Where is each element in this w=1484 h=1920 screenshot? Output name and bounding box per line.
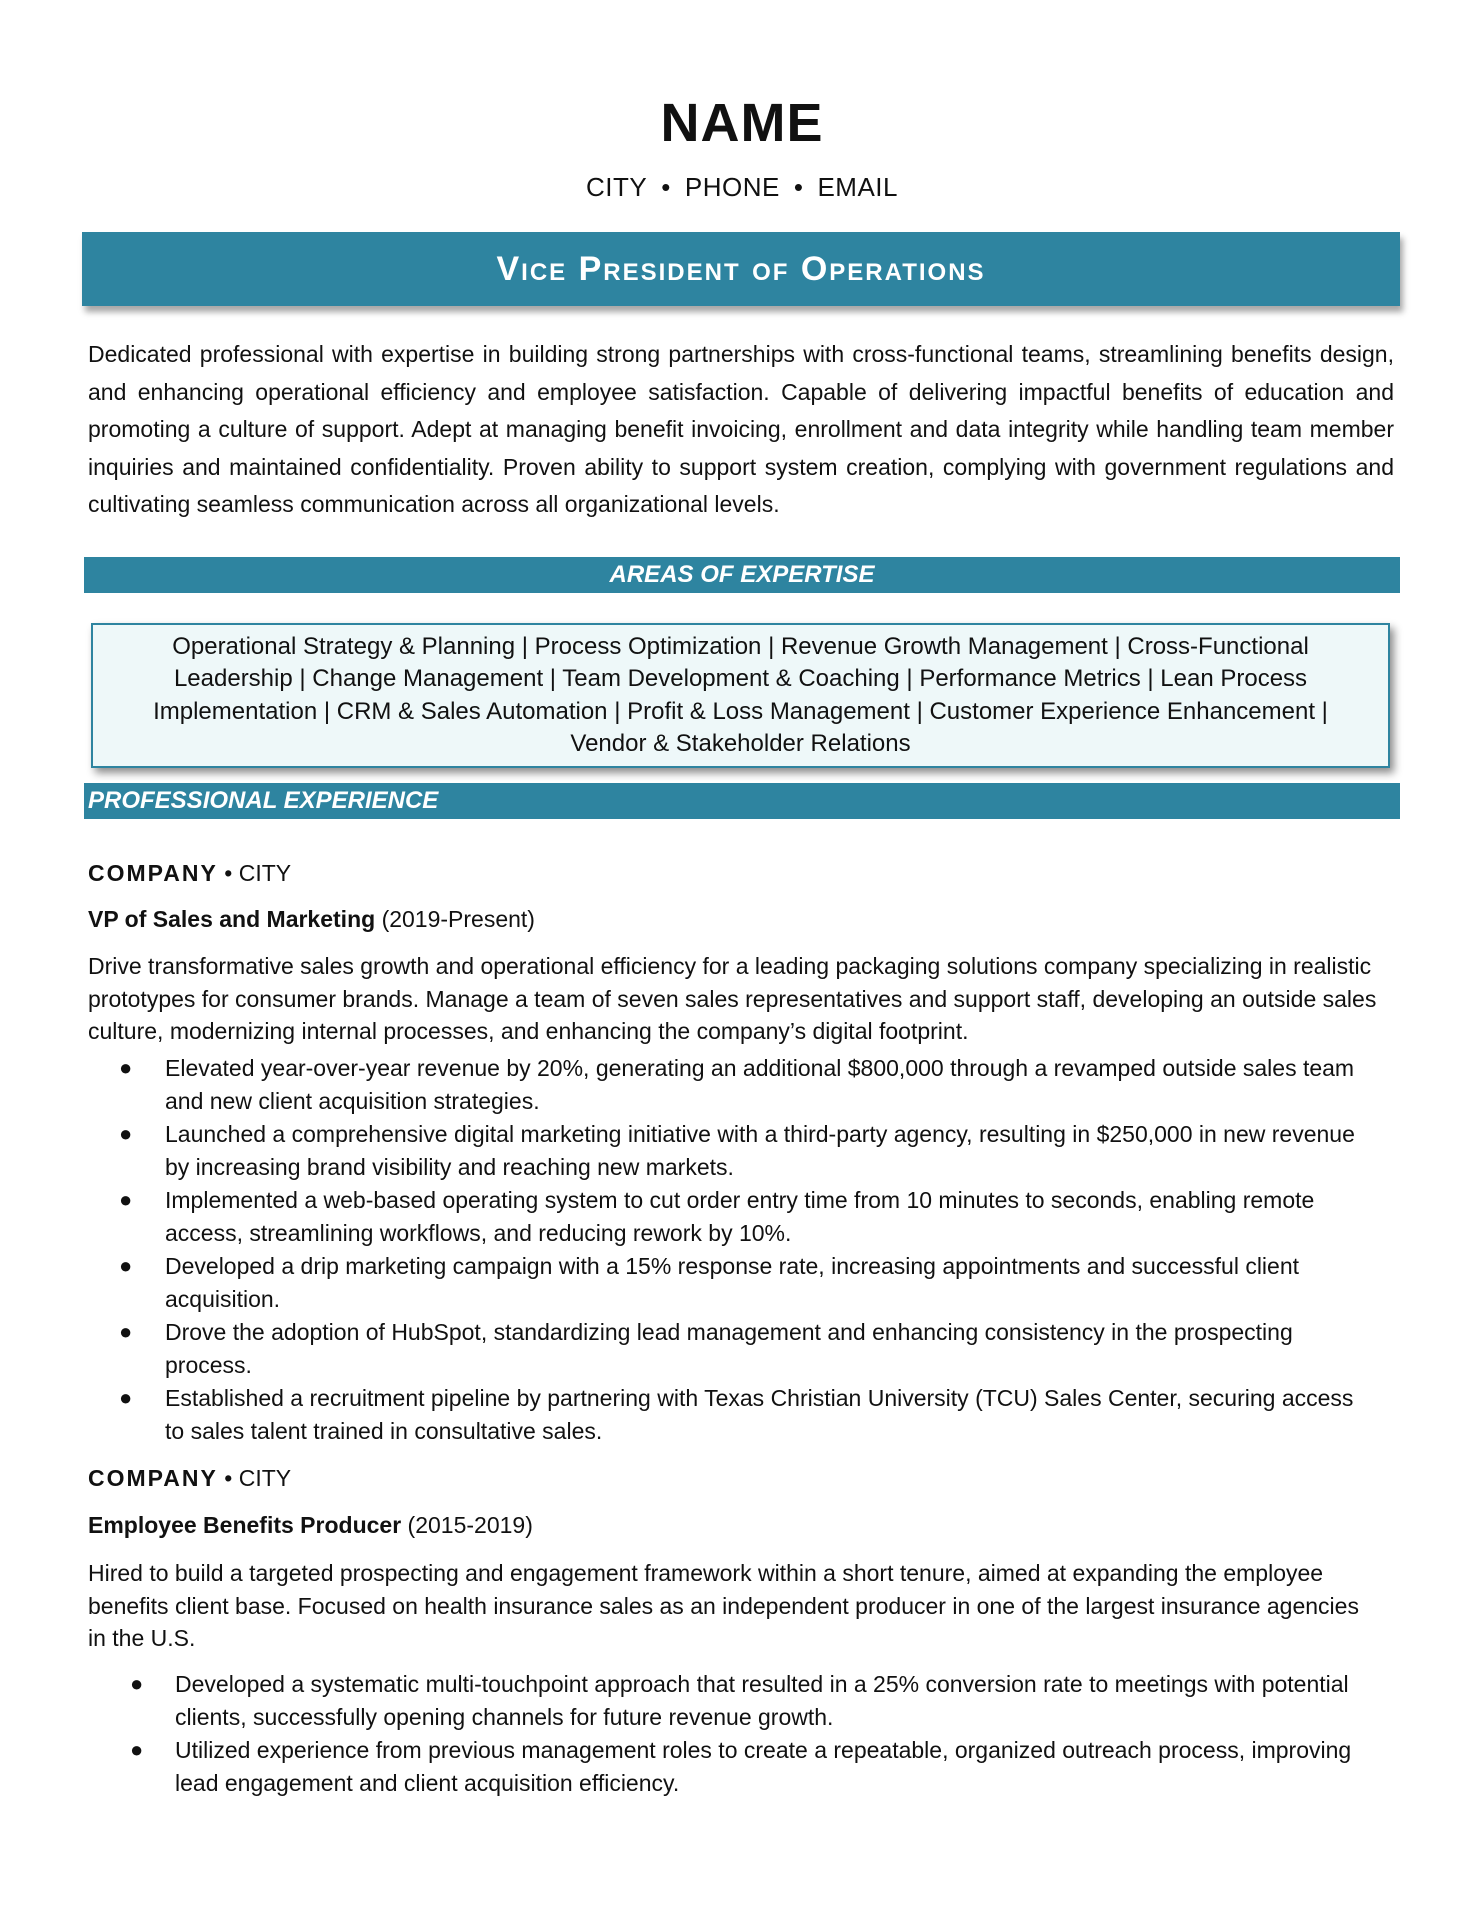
list-item [119,1052,1365,1117]
experience-heading: PROFESSIONAL EXPERIENCE [84,783,1400,819]
list-item [130,1668,1365,1733]
contact-city: CITY [586,172,648,202]
company-city: CITY [238,860,292,886]
bullet-icon: ● [119,1385,133,1410]
candidate-name: NAME [660,93,824,153]
job-description: Drive transformative sales growth and operational efficiency for a leading packaging solutions company specializing in realistic prototypes for consumer brands. Manage a team of seven sales representatives and support staff, developing an outside sales culture, modernizing internal processes, and enhancing the company’s digital footprint. [88,953,1377,1044]
list-item [130,1734,1365,1799]
role-dates: (2019-Present) [381,906,535,932]
job-title-banner: Vice President of Operations [82,232,1400,306]
bullet-text: Developed a drip marketing campaign with a 15% response rate, increasing appointments and successful client acquisition. [165,1253,1300,1312]
job-role-line [88,1512,533,1539]
role-title: Employee Benefits Producer [88,1512,402,1538]
job-description: Hired to build a targeted prospecting and engagement framework within a short tenure, aimed at expanding the employee benefits client base. Focused on health insurance sales as an independent producer in one of the largest insurance agencies in the U.S. [88,1560,1359,1651]
professional-summary: Dedicated professional with expertise in building strong partnerships with cross-functional teams, streamlining benefits design, and enhancing operational efficiency and employee satisfaction. Capable of delivering impactful benefits of education and promoting a culture of support. Adept at managing benefit invoicing, enrollment and data integrity while handling team member inquiries and maintained confidentiality. Proven ability to support system creation, complying with government regulations and cultivating seamless communication across all organizational levels. [88,341,1394,517]
contact-phone: PHONE [684,172,780,202]
bullet-icon: ● [119,1055,133,1080]
separator-dot: • [224,860,233,886]
role-dates: (2015-2019) [407,1512,533,1538]
bullet-icon: ● [119,1253,133,1278]
bullet-icon: ● [130,1671,144,1696]
list-item [119,1382,1365,1447]
job-company-line [88,860,291,887]
list-item [119,1118,1365,1183]
contact-email: EMAIL [817,172,898,202]
expertise-box [91,623,1390,768]
bullet-text: Drove the adoption of HubSpot, standardizing lead management and enhancing consistency in the prospecting process. [165,1319,1293,1378]
separator-dot: • [224,1465,233,1491]
separator-dot: • [793,172,804,202]
bullet-icon: ● [119,1187,133,1212]
company-name: COMPANY [88,860,218,886]
contact-line [0,172,1484,203]
role-title: VP of Sales and Marketing [88,906,376,932]
expertise-heading: AREAS OF EXPERTISE [84,557,1400,593]
bullet-text: Implemented a web-based operating system to cut order entry time from 10 minutes to seconds, enabling remote access, streamlining workflows, and reducing rework by 10%. [165,1187,1315,1246]
job-role-line [88,906,535,933]
company-city: CITY [238,1465,292,1491]
bullet-text: Utilized experience from previous management roles to create a repeatable, organized outreach process, improving lead engagement and client acquisition efficiency. [175,1737,1352,1796]
list-item [119,1250,1365,1315]
separator-dot: • [661,172,671,202]
job-accomplishments [119,1052,1365,1448]
bullet-icon: ● [130,1737,144,1762]
job-company-line [88,1465,291,1492]
job-accomplishments [130,1668,1365,1800]
bullet-icon: ● [119,1319,133,1344]
bullet-text: Elevated year-over-year revenue by 20%, generating an additional $800,000 through a revamped outside sales team and new client acquisition strategies. [165,1055,1355,1114]
bullet-text: Launched a comprehensive digital marketing initiative with a third-party agency, resulting in $250,000 in new revenue by increasing brand visibility and reaching new markets. [165,1121,1355,1180]
bullet-text: Developed a systematic multi-touchpoint approach that resulted in a 25% conversion rate to meetings with potential clients, successfully opening channels for future revenue growth. [175,1671,1349,1730]
expertise-list: Operational Strategy & Planning | Process Optimization | Revenue Growth Management | Cross-Functional Leadership | Change Management | Team Development & Coaching | Performance Metrics | Lean Process Implementation | CRM & Sales Automation | Profit & Loss Management | Customer Experience Enhancement | Vendor & Stakeholder Relations [153,632,1328,757]
bullet-icon: ● [119,1121,133,1146]
company-name: COMPANY [88,1465,218,1491]
bullet-text: Established a recruitment pipeline by partnering with Texas Christian University (TCU) Sales Center, securing access to sales talent trained in consultative sales. [165,1385,1354,1444]
list-item [119,1184,1365,1249]
list-item [119,1316,1365,1381]
